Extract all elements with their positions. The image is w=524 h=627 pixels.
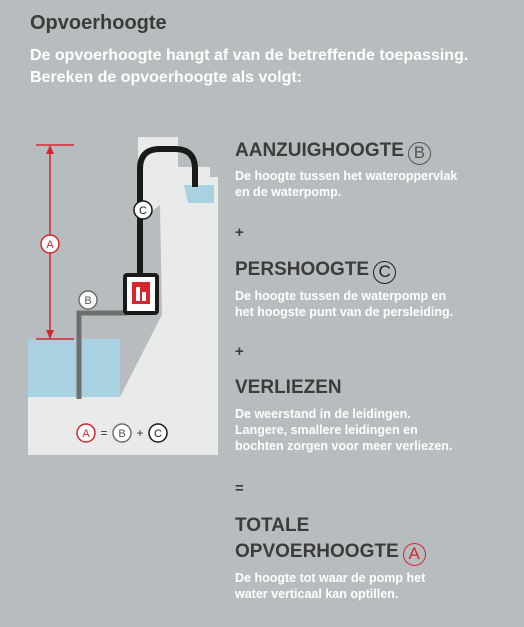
suction-desc-line-2: en de waterpomp. (235, 185, 342, 199)
losses-desc-line-3: bochten zorgen voor meer verliezen. (235, 439, 453, 453)
pump-logo (132, 282, 150, 304)
suction-title-row (235, 139, 431, 165)
delivery-title: PERSHOOGTE (235, 259, 370, 280)
head-diagram (28, 137, 218, 455)
pump-logo-mark-2 (142, 292, 146, 301)
losses-desc-line-1: De weerstand in de leidingen. (235, 407, 411, 421)
total-desc (235, 570, 515, 602)
delivery-badge: C (373, 261, 396, 284)
losses-title: VERLIEZEN (235, 377, 342, 398)
losses-desc (235, 406, 515, 454)
formula-b: B (118, 428, 126, 440)
equals-sign: = (235, 480, 244, 497)
intro-text: De opvoerhoogte hangt af van de betreffende toepassing. Bereken de opvoerhoogte als volgt: (30, 47, 469, 86)
plus-sign-1: + (235, 224, 244, 241)
formula-a: A (82, 428, 90, 440)
label-a: A (46, 239, 54, 251)
formula-equals: = (100, 426, 108, 440)
upper-water (184, 185, 214, 203)
label-c: C (139, 205, 147, 217)
suction-desc (235, 168, 515, 200)
total-badge: A (403, 543, 426, 566)
delivery-desc-line-1: De hoogte tussen de waterpomp en (235, 289, 447, 303)
head-diagram-svg (28, 137, 218, 455)
formula-c: C (154, 428, 162, 440)
plus-sign-2: + (235, 343, 244, 360)
delivery-desc-line-2: het hoogste punt van de persleiding. (235, 305, 454, 319)
suction-desc-line-1: De hoogte tussen het wateroppervlak (235, 169, 458, 183)
total-desc-line-1: De hoogte tot waar de pomp het (235, 571, 426, 585)
losses-desc-line-2: Langere, smallere leidingen en (235, 423, 418, 437)
total-title-line-1: TOTALE (235, 515, 310, 536)
total-title-row (235, 540, 426, 566)
lower-water (28, 339, 120, 397)
label-b: B (84, 295, 92, 307)
suction-title: AANZUIGHOOGTE (235, 140, 404, 161)
formula-plus: + (136, 426, 144, 440)
total-desc-line-2: water verticaal kan optillen. (235, 587, 399, 601)
delivery-title-row (235, 258, 396, 284)
page-title: Opvoerhoogte (30, 12, 167, 34)
suction-badge: B (408, 142, 431, 165)
pump-logo-mark (136, 287, 140, 301)
total-title-line-2: OPVOERHOOGTE (235, 541, 399, 562)
delivery-desc (235, 288, 515, 320)
